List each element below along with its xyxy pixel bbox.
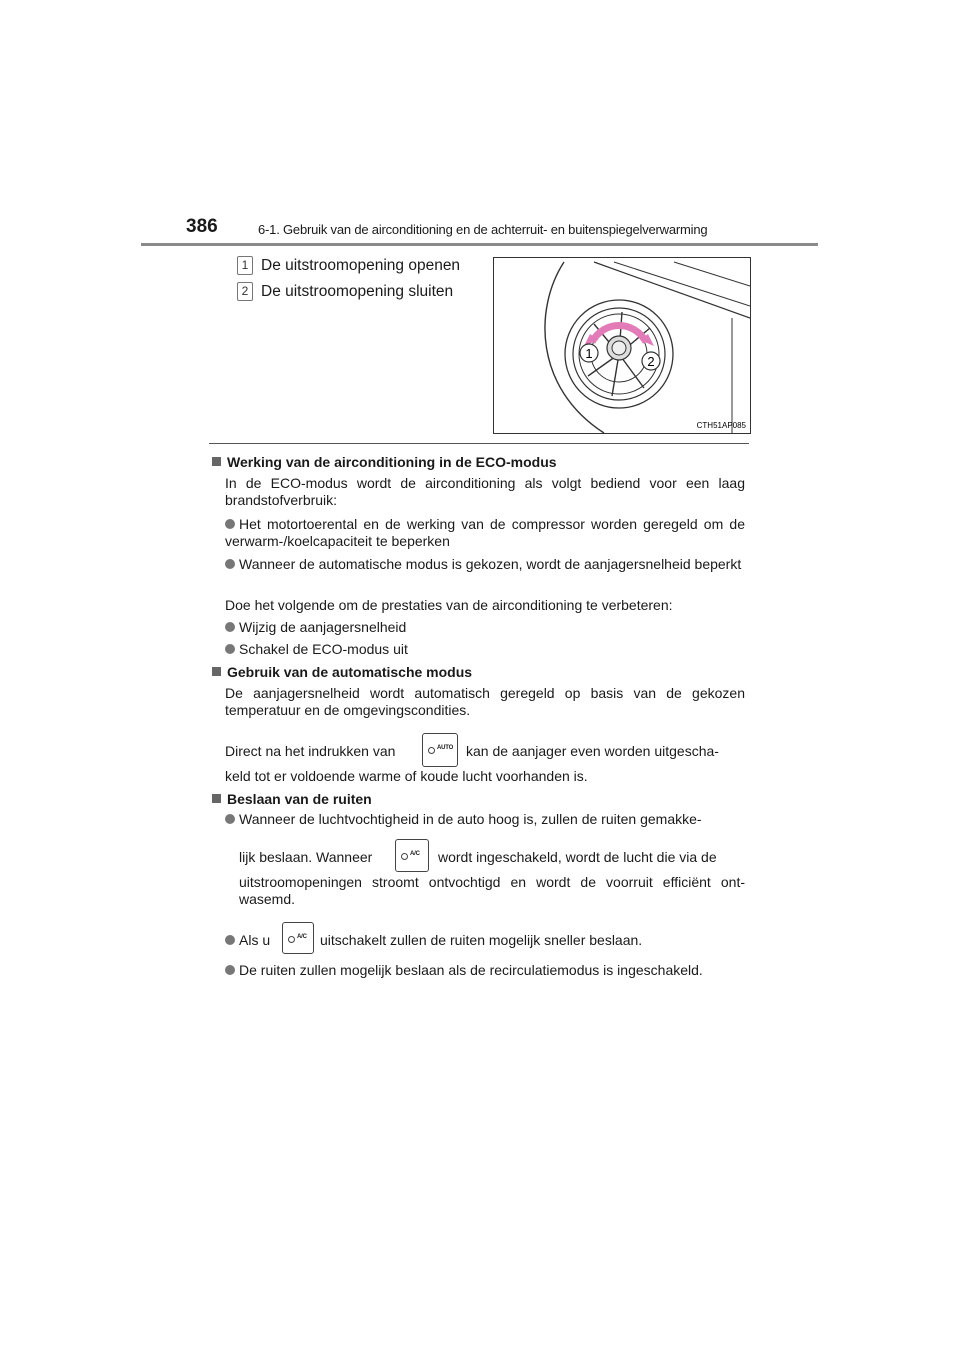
fog-bullet-1-rest: uitstroomopeningen stroomt ontvochtigd en wordt de voorruit efficiënt ont-wasemd.: [239, 874, 745, 907]
callout-text-1: De uitstroomopening openen: [261, 256, 461, 274]
eco-intro: In de ECO-modus wordt de airconditioning als volgt bediend voor een laag brandstofverbruik:: [225, 475, 745, 508]
callout-close: [237, 282, 453, 301]
auto-button-icon: AUTO: [422, 733, 458, 767]
round-bullet-icon: [225, 622, 235, 632]
eco-bullet-2: Wanneer de automatische modus is gekozen, wordt de aanjagersnelheid beperkt: [225, 556, 745, 573]
fog-bullet-2-b: uitschakelt zullen de ruiten mogelijk sneller beslaan.: [320, 932, 643, 948]
callout-text-2: De uitstroomopening sluiten: [261, 282, 454, 300]
figure-code: CTH51AP085: [696, 421, 746, 430]
round-bullet-icon: [225, 519, 235, 529]
vent-drawing: [494, 258, 750, 433]
eco-heading: Werking van de airconditioning in de ECO-modus: [212, 454, 557, 471]
fog-bullet-2-a: Als u: [225, 932, 270, 949]
eco-improve-bullet-2: Schakel de ECO-modus uit: [225, 641, 408, 658]
auto-direct-c: keld tot er voldoende warme of koude lucht voorhanden is.: [225, 768, 588, 784]
vent-illustration: [493, 257, 751, 434]
eco-improve: Doe het volgende om de prestaties van de airconditioning te verbeteren:: [225, 597, 673, 613]
figure-label-2: 2: [647, 354, 655, 369]
round-bullet-icon: [225, 559, 235, 569]
auto-direct-a: Direct na het indrukken van: [225, 743, 396, 759]
figure-label-1: 1: [585, 346, 593, 361]
square-bullet-icon: [212, 794, 221, 803]
ac-button-icon: A/C: [282, 922, 314, 954]
fog-heading: Beslaan van de ruiten: [212, 791, 372, 808]
square-bullet-icon: [212, 667, 221, 676]
auto-direct-b: kan de aanjager even worden uitgescha-: [466, 743, 719, 759]
fog-bullet-1-a: lijk beslaan. Wanneer: [239, 849, 373, 865]
page-number: 386: [186, 216, 218, 237]
round-bullet-icon: [225, 814, 235, 824]
callout-open: [237, 256, 460, 275]
fog-bullet-3: De ruiten zullen mogelijk beslaan als de recirculatiemodus is ingeschakeld.: [225, 962, 703, 979]
ac-button-icon: A/C: [395, 839, 429, 872]
fog-bullet-1-line1: Wanneer de luchtvochtigheid in de auto hoog is, zullen de ruiten gemakke-: [225, 811, 745, 828]
header-divider: [141, 243, 818, 246]
square-bullet-icon: [212, 457, 221, 466]
round-bullet-icon: [225, 965, 235, 975]
fog-bullet-1-b: wordt ingeschakeld, wordt de lucht die via de: [438, 849, 717, 865]
round-bullet-icon: [225, 935, 235, 945]
chapter-title: 6-1. Gebruik van de airconditioning en de achterruit- en buitenspiegelverwarming: [258, 222, 708, 237]
eco-improve-bullet-1: Wijzig de aanjagersnelheid: [225, 619, 406, 636]
figure-divider: [209, 443, 749, 444]
auto-heading: Gebruik van de automatische modus: [212, 664, 472, 681]
callout-number-1: 1: [237, 256, 253, 275]
eco-bullet-1: Het motortoerental en de werking van de compressor worden geregeld om de verwarm-/koelcapaciteit te beperken: [225, 516, 745, 549]
round-bullet-icon: [225, 644, 235, 654]
callout-number-2: 2: [237, 282, 253, 301]
auto-paragraph: De aanjagersnelheid wordt automatisch geregeld op basis van de gekozen temperatuur en de omgevingscondities.: [225, 685, 745, 718]
